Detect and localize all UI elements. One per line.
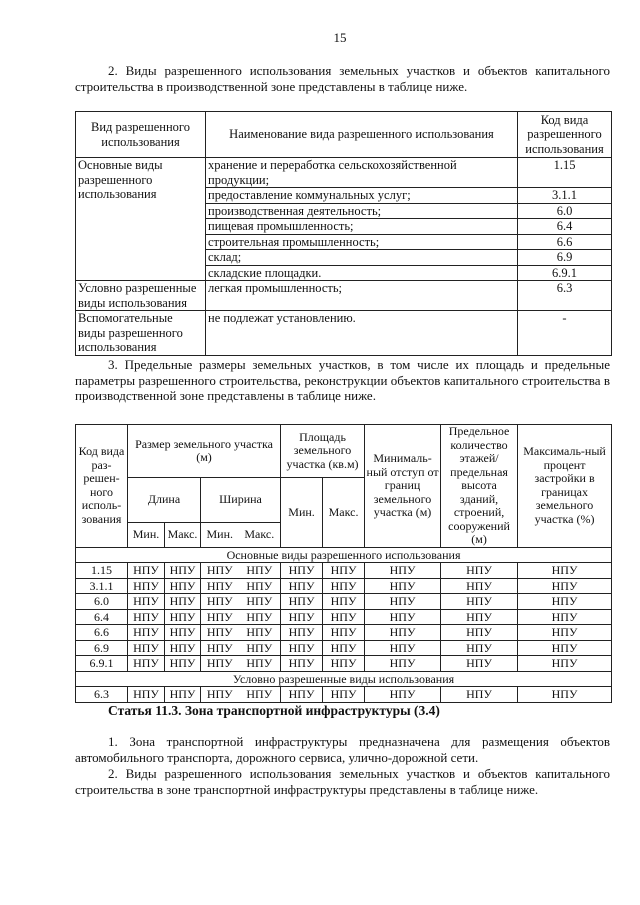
row-value: НПУ: [441, 687, 518, 703]
row-value: НПУ: [365, 578, 441, 594]
section-row: Основные виды разрешенного использования: [76, 547, 612, 563]
header-width-min: Мин.: [201, 522, 239, 547]
row-value: НПУ: [281, 687, 323, 703]
row-value: НПУ: [323, 578, 365, 594]
use-code: 1.15: [518, 158, 612, 188]
row-value: НПУ: [323, 609, 365, 625]
table-row: [76, 311, 612, 356]
header-code: Код вида раз-решен-ного исполь-зования: [76, 425, 128, 548]
row-value: НПУ: [281, 578, 323, 594]
header-area-min: Мин.: [281, 478, 323, 548]
row-value: НПУ: [165, 656, 201, 672]
row-value: НПУ: [365, 625, 441, 641]
group-label: Основные виды разрешенного использования: [76, 158, 206, 281]
row-value: НПУ: [128, 563, 165, 579]
row-value: НПУ: [239, 563, 281, 579]
row-value: НПУ: [518, 578, 612, 594]
use-name: пищевая промышленность;: [206, 219, 518, 235]
use-code: -: [518, 311, 612, 356]
use-code: 6.0: [518, 203, 612, 219]
table-row: [76, 687, 612, 703]
row-value: НПУ: [518, 640, 612, 656]
row-value: НПУ: [323, 625, 365, 641]
row-value: НПУ: [365, 656, 441, 672]
row-value: НПУ: [281, 640, 323, 656]
row-value: НПУ: [165, 578, 201, 594]
row-value: НПУ: [323, 640, 365, 656]
row-value: НПУ: [365, 687, 441, 703]
paragraph: 2. Виды разрешенного использования земельных участков и объектов капитального строительства в производственной зоне представлены в таблице ниже.: [75, 63, 610, 94]
row-value: НПУ: [239, 609, 281, 625]
row-value: НПУ: [518, 687, 612, 703]
use-code: 6.4: [518, 219, 612, 235]
header-percent: Максималь-ный процент застройки в границах земельного участка (%): [518, 425, 612, 548]
table1-header: Вид разрешенного использования: [76, 112, 206, 158]
row-value: НПУ: [281, 609, 323, 625]
row-value: НПУ: [518, 609, 612, 625]
row-value: НПУ: [365, 640, 441, 656]
table-row: [76, 625, 612, 641]
row-value: НПУ: [128, 609, 165, 625]
section-row: Условно разрешенные виды использования: [76, 671, 612, 687]
group-label: Условно разрешенные виды использования: [76, 281, 206, 311]
row-value: НПУ: [239, 640, 281, 656]
header-area: Площадь земельного участка (кв.м): [281, 425, 365, 478]
use-code: 6.9: [518, 250, 612, 266]
row-value: НПУ: [518, 656, 612, 672]
row-value: НПУ: [165, 594, 201, 610]
row-value: НПУ: [128, 578, 165, 594]
row-value: НПУ: [165, 563, 201, 579]
row-value: НПУ: [323, 594, 365, 610]
row-value: НПУ: [201, 687, 239, 703]
table-row: [76, 563, 612, 579]
row-code: 6.9: [76, 640, 128, 656]
row-value: НПУ: [239, 578, 281, 594]
row-value: НПУ: [365, 563, 441, 579]
header-offset: Минималь-ный отступ от границ земельного участка (м): [365, 425, 441, 548]
header-length-min: Мин.: [128, 522, 165, 547]
header-floors: Предельное количество этажей/ предельная высота зданий, строений, сооружений (м): [441, 425, 518, 548]
row-value: НПУ: [128, 625, 165, 641]
row-value: НПУ: [201, 563, 239, 579]
row-value: НПУ: [165, 609, 201, 625]
row-value: НПУ: [128, 687, 165, 703]
table1-header: Код вида разрешенного использования: [518, 112, 612, 158]
use-code: 3.1.1: [518, 188, 612, 204]
row-value: НПУ: [201, 656, 239, 672]
row-value: НПУ: [441, 578, 518, 594]
use-name: хранение и переработка сельскохозяйственной продукции;: [206, 158, 518, 188]
use-code: 6.9.1: [518, 265, 612, 281]
row-code: 6.9.1: [76, 656, 128, 672]
row-value: НПУ: [441, 563, 518, 579]
header-length-max: Макс.: [165, 522, 201, 547]
row-code: 3.1.1: [76, 578, 128, 594]
use-name: склад;: [206, 250, 518, 266]
table-row: [76, 281, 612, 311]
paragraph: 1. Зона транспортной инфраструктуры предназначена для размещения объектов автомобильного транспорта, дорожного сервиса, улично-дорожной сети.: [75, 734, 610, 765]
row-value: НПУ: [441, 625, 518, 641]
table-row: [76, 578, 612, 594]
parameters-table: [75, 424, 612, 703]
use-code: 6.3: [518, 281, 612, 311]
row-value: НПУ: [201, 594, 239, 610]
header-width: Ширина: [201, 478, 281, 523]
header-width-max: Макс.: [239, 522, 281, 547]
row-value: НПУ: [201, 625, 239, 641]
table-row: [76, 609, 612, 625]
use-name: строительная промышленность;: [206, 234, 518, 250]
row-value: НПУ: [441, 656, 518, 672]
row-value: НПУ: [365, 594, 441, 610]
use-code: 6.6: [518, 234, 612, 250]
header-size: Размер земельного участка (м): [128, 425, 281, 478]
row-value: НПУ: [441, 640, 518, 656]
use-name: не подлежат установлению.: [206, 311, 518, 356]
group-label: Вспомогательные виды разрешенного использования: [76, 311, 206, 356]
table-row: [76, 640, 612, 656]
row-value: НПУ: [239, 687, 281, 703]
use-name: производственная деятельность;: [206, 203, 518, 219]
row-value: НПУ: [441, 594, 518, 610]
paragraph: 3. Предельные размеры земельных участков, в том числе их площадь и предельные параметры разрешенного строительства, реконструкции объектов капитального строительства в производственной зоне представлены в таблице ниже.: [75, 357, 610, 403]
table-row: [76, 594, 612, 610]
row-value: НПУ: [323, 563, 365, 579]
row-value: НПУ: [518, 625, 612, 641]
row-value: НПУ: [441, 609, 518, 625]
row-value: НПУ: [518, 563, 612, 579]
row-code: 6.6: [76, 625, 128, 641]
row-value: НПУ: [128, 656, 165, 672]
use-name: легкая промышленность;: [206, 281, 518, 311]
row-value: НПУ: [128, 594, 165, 610]
page-number: 15: [333, 30, 347, 45]
row-value: НПУ: [281, 594, 323, 610]
row-value: НПУ: [281, 625, 323, 641]
row-value: НПУ: [239, 656, 281, 672]
row-value: НПУ: [281, 563, 323, 579]
row-value: НПУ: [165, 640, 201, 656]
row-value: НПУ: [518, 594, 612, 610]
row-value: НПУ: [365, 609, 441, 625]
article-heading: Статья 11.3. Зона транспортной инфраструктуры (3.4): [108, 703, 440, 718]
row-value: НПУ: [239, 625, 281, 641]
use-name: предоставление коммунальных услуг;: [206, 188, 518, 204]
table1-header: Наименование вида разрешенного использования: [206, 112, 518, 158]
row-value: НПУ: [201, 640, 239, 656]
row-code: 6.3: [76, 687, 128, 703]
use-name: складские площадки.: [206, 265, 518, 281]
paragraph: 2. Виды разрешенного использования земельных участков и объектов капитального строительства в зоне транспортной инфраструктуры представлены в таблице ниже.: [75, 766, 610, 797]
row-code: 1.15: [76, 563, 128, 579]
row-value: НПУ: [165, 687, 201, 703]
header-length: Длина: [128, 478, 201, 523]
row-value: НПУ: [165, 625, 201, 641]
row-value: НПУ: [128, 640, 165, 656]
row-code: 6.0: [76, 594, 128, 610]
table-row: [76, 158, 612, 188]
row-value: НПУ: [201, 578, 239, 594]
row-code: 6.4: [76, 609, 128, 625]
permitted-use-table: [75, 111, 612, 356]
header-area-max: Макс.: [323, 478, 365, 548]
row-value: НПУ: [201, 609, 239, 625]
table-row: [76, 656, 612, 672]
row-value: НПУ: [323, 687, 365, 703]
row-value: НПУ: [281, 656, 323, 672]
row-value: НПУ: [323, 656, 365, 672]
row-value: НПУ: [239, 594, 281, 610]
